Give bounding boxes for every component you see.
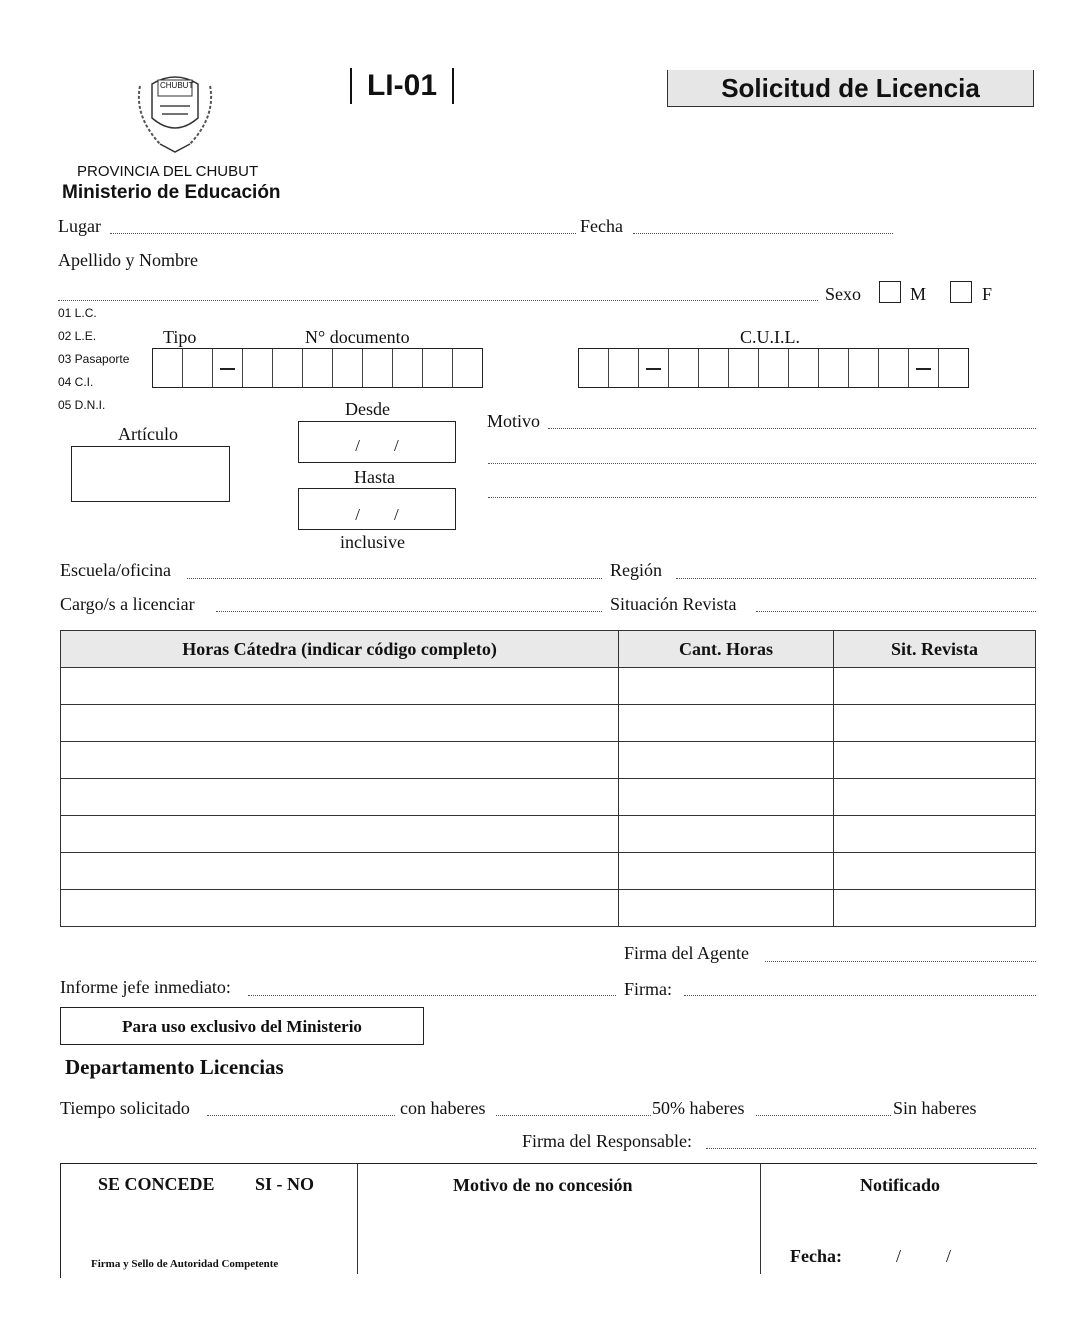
inclusive-label: inclusive (340, 532, 405, 552)
table-cell[interactable] (834, 668, 1036, 705)
escuela-label: Escuela/oficina (60, 560, 171, 580)
hasta-date-separators: / / (355, 505, 399, 524)
table-cell[interactable] (61, 853, 619, 890)
table-cell[interactable] (619, 668, 834, 705)
se-concede-label: SE CONCEDE (98, 1174, 215, 1194)
table-row (61, 742, 1036, 779)
table-cell[interactable] (619, 705, 834, 742)
articulo-input[interactable] (71, 446, 230, 502)
doc-type-2: 02 L.E. (58, 329, 97, 343)
table-cell[interactable] (834, 705, 1036, 742)
firma-label: Firma: (624, 979, 672, 999)
apellido-nombre-field[interactable] (58, 300, 818, 301)
cuil-label: C.U.I.L. (740, 327, 800, 347)
sexo-m-label: M (910, 284, 927, 304)
tiempo-field[interactable] (207, 1115, 395, 1116)
motivo-field-line-2[interactable] (488, 463, 1036, 464)
crest-text: CHUBUT (160, 81, 194, 90)
form-code-text: LI-01 (366, 69, 438, 102)
table-cell[interactable] (619, 890, 834, 927)
sin-haberes-label: Sin haberes (893, 1098, 977, 1118)
table-cell[interactable] (61, 890, 619, 927)
region-label: Región (610, 560, 662, 580)
firma-agente-field[interactable] (765, 961, 1036, 962)
apellido-nombre-label: Apellido y Nombre (58, 250, 198, 270)
fecha-label: Fecha (580, 216, 623, 236)
notificado-fecha-separators[interactable]: / / (896, 1246, 952, 1266)
escuela-field[interactable] (187, 578, 602, 579)
crest-emblem-icon (130, 66, 220, 158)
form-code (350, 68, 454, 104)
ministry-name: Ministerio de Educación (62, 182, 281, 203)
uso-exclusivo-text: Para uso exclusivo del Ministerio (122, 1017, 362, 1036)
sexo-f-label: F (982, 284, 993, 304)
table-cell[interactable] (834, 779, 1036, 816)
firma-field[interactable] (684, 995, 1036, 996)
si-no-label[interactable]: SI - NO (255, 1174, 315, 1194)
col-sit-revista: Sit. Revista (834, 631, 1036, 668)
table-cell[interactable] (834, 853, 1036, 890)
col-horas-catedra: Horas Cátedra (indicar código completo) (61, 631, 619, 668)
cuil-input-cells[interactable] (578, 348, 969, 388)
informe-jefe-label: Informe jefe inmediato: (60, 977, 231, 997)
con-haberes-label: con haberes (400, 1098, 486, 1118)
motivo-field-line-1[interactable] (548, 428, 1036, 429)
informe-jefe-field[interactable] (248, 995, 616, 996)
notificado-fecha-label: Fecha: (790, 1246, 842, 1266)
table-row (61, 668, 1036, 705)
table-cell[interactable] (61, 816, 619, 853)
desde-date-input[interactable] (298, 421, 456, 463)
table-cell[interactable] (619, 742, 834, 779)
table-cell[interactable] (61, 742, 619, 779)
table-cell[interactable] (61, 705, 619, 742)
motivo-label: Motivo (487, 411, 541, 431)
firma-responsable-label: Firma del Responsable: (522, 1131, 692, 1151)
cincuenta-label: 50% haberes (652, 1098, 745, 1118)
table-row (61, 853, 1036, 890)
documento-input-cells[interactable] (152, 348, 483, 388)
doc-type-1: 01 L.C. (58, 306, 97, 320)
desde-label: Desde (345, 399, 390, 419)
situacion-field[interactable] (756, 611, 1036, 612)
col-cant-horas: Cant. Horas (619, 631, 834, 668)
horas-catedra-table (60, 630, 1036, 927)
table-cell[interactable] (61, 668, 619, 705)
sexo-m-checkbox[interactable] (879, 281, 901, 303)
table-row (61, 890, 1036, 927)
uso-exclusivo-box (60, 1007, 424, 1045)
nro-documento-label: N° documento (305, 327, 410, 347)
cargos-field[interactable] (216, 611, 602, 612)
region-field[interactable] (676, 578, 1036, 579)
form-title-banner (667, 70, 1034, 107)
motivo-no-concesion-label: Motivo de no concesión (453, 1175, 633, 1195)
cargos-label: Cargo/s a licenciar (60, 594, 195, 614)
table-row (61, 816, 1036, 853)
notificado-label: Notificado (860, 1175, 940, 1195)
table-header-row (61, 631, 1036, 668)
table-cell[interactable] (834, 890, 1036, 927)
lugar-field[interactable] (110, 233, 576, 234)
table-cell[interactable] (619, 853, 834, 890)
departamento-title: Departamento Licencias (65, 1055, 284, 1079)
cincuenta-field[interactable] (756, 1115, 891, 1116)
table-row (61, 705, 1036, 742)
motivo-field-line-3[interactable] (488, 497, 1036, 498)
table-cell[interactable] (619, 779, 834, 816)
desde-date-separators: / / (355, 436, 399, 455)
table-row (61, 779, 1036, 816)
doc-type-5: 05 D.N.I. (58, 398, 106, 412)
hasta-label: Hasta (354, 467, 395, 487)
situacion-label: Situación Revista (610, 594, 737, 614)
firma-responsable-field[interactable] (706, 1148, 1036, 1149)
sexo-f-checkbox[interactable] (950, 281, 972, 303)
doc-type-4: 04 C.I. (58, 375, 94, 389)
sexo-label: Sexo (825, 284, 861, 304)
articulo-label: Artículo (118, 424, 178, 444)
doc-type-3: 03 Pasaporte (58, 352, 130, 366)
concesion-divider-1 (357, 1164, 358, 1274)
fecha-field[interactable] (633, 233, 893, 234)
firma-sello-label: Firma y Sello de Autoridad Competente (91, 1258, 279, 1270)
province-name: PROVINCIA DEL CHUBUT (77, 163, 259, 180)
province-crest (130, 66, 220, 158)
tiempo-label: Tiempo solicitado (60, 1098, 190, 1118)
table-cell[interactable] (61, 779, 619, 816)
table-cell[interactable] (619, 816, 834, 853)
table-cell[interactable] (834, 816, 1036, 853)
hasta-date-input[interactable] (298, 488, 456, 530)
tipo-label: Tipo (163, 327, 197, 347)
form-title: Solicitud de Licencia (721, 73, 980, 103)
concesion-divider-2 (760, 1164, 761, 1274)
firma-agente-label: Firma del Agente (624, 943, 749, 963)
lugar-label: Lugar (58, 216, 101, 236)
table-cell[interactable] (834, 742, 1036, 779)
con-haberes-field[interactable] (496, 1115, 651, 1116)
